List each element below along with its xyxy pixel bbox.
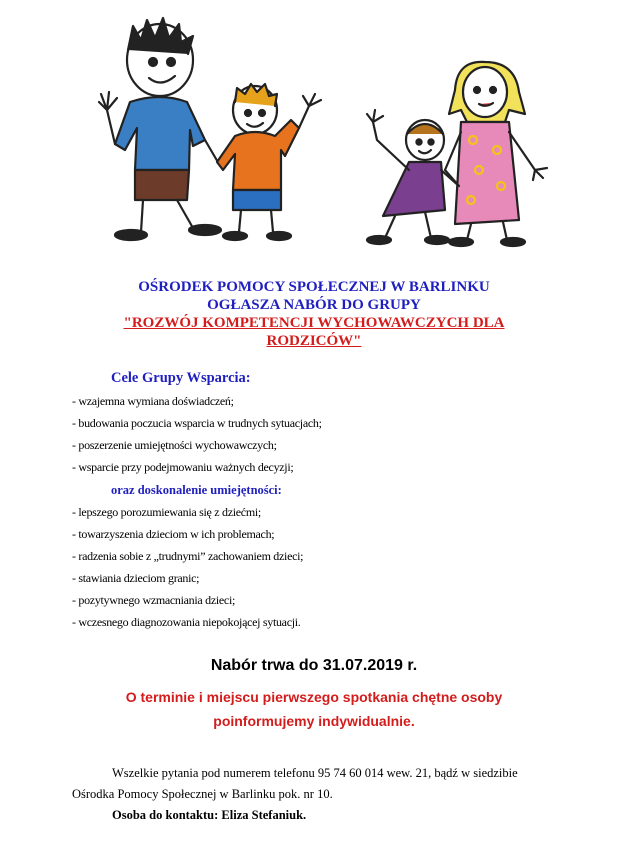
skill-item: - stawiania dzieciom granic; — [72, 571, 200, 585]
goal-item: - budowania poczucia wsparcia w trudnych sytuacjach; — [72, 416, 322, 430]
contact-person: Osoba do kontaktu: Eliza Stefaniuk. — [112, 808, 307, 822]
contact-line-1: Wszelkie pytania pod numerem telefonu 95 74 60 014 wew. 21, bądź w siedzibie — [112, 766, 518, 780]
deadline: Nabór trwa do 31.07.2019 r. — [210, 657, 418, 674]
notice-line-1: O terminie i miejscu pierwszego spotkania chętne osoby — [125, 689, 503, 705]
goal-item: - wzajemna wymiana doświadczeń; — [72, 394, 234, 408]
goal-item: - poszerzenie umiejętności wychowawczych; — [72, 438, 277, 452]
contact-line-2: Ośrodka Pomocy Społecznej w Barlinku pok. nr 10. — [72, 787, 333, 801]
skill-item: - radzenia sobie z „trudnymi” zachowaniem dzieci; — [72, 549, 304, 563]
goals-title: Cele Grupy Wsparcia: — [111, 370, 251, 386]
dad-figure — [99, 18, 221, 240]
girl-figure — [367, 110, 459, 244]
mom-figure — [445, 62, 547, 246]
header-line-3: "ROZWÓJ KOMPETENCJI WYCHOWAWCZYCH DLA — [123, 315, 505, 331]
goal-item: - wsparcie przy podejmowaniu ważnych decyzji; — [72, 460, 294, 474]
header-line-4: RODZICÓW" — [266, 333, 362, 349]
skill-item: - wczesnego diagnozowania niepokojącej sytuacji. — [72, 615, 301, 629]
boy-figure — [217, 84, 321, 240]
skill-item: - towarzyszenia dzieciom w ich problemach; — [72, 527, 275, 541]
skills-title: oraz doskonalenie umiejętności: — [111, 483, 282, 497]
family-illustration — [95, 10, 565, 250]
header-line-2: OGŁASZA NABÓR DO GRUPY — [207, 297, 421, 313]
notice-line-2: poinformujemy indywidualnie. — [213, 713, 415, 729]
skill-item: - pozytywnego wzmacniania dzieci; — [72, 593, 236, 607]
header-line-1: OŚRODEK POMOCY SPOŁECZNEJ W BARLINKU — [138, 279, 490, 295]
skill-item: - lepszego porozumiewania się z dziećmi; — [72, 505, 261, 519]
